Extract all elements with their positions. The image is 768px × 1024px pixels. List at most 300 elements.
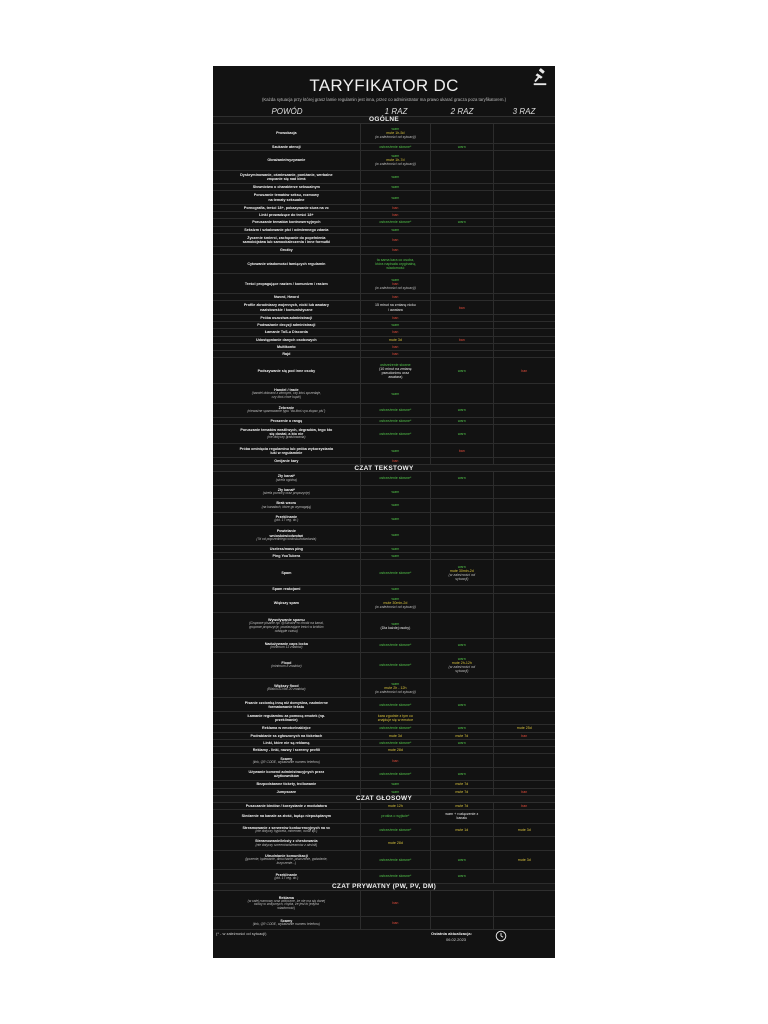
penalty-cell [360,184,430,190]
table-row [213,151,555,171]
penalty-cell [493,384,555,403]
penalty-cell [430,499,492,511]
reason-note: (jęczenie, kpiewanie, dmuchanie, piszczenie, gwizdanie, krzyczenie...) [245,857,328,865]
reason-name: Rajd [282,352,291,357]
reason-name: Spam reakcjami [272,587,301,592]
reason-name: Pornografia, treści 18+, pokazywanie siura na vc [243,205,329,210]
penalty-cell [493,781,555,787]
table-row [213,733,555,740]
penalty-line: ostrzeżenie słowne* [379,418,412,423]
penalty-line: (Dla każdej osoby) [380,625,411,630]
penalty-line: warn [391,782,400,787]
reason-cell [213,781,360,787]
reason-name: Prowokacja [276,131,297,136]
penalty-line: mute 25d [516,726,532,731]
reason-cell [213,144,360,150]
penalty-line: kanału [456,816,468,821]
reason-name: Cytowanie wiadomości łamiących regulamin [247,261,326,266]
penalty-cell [493,803,555,809]
section-title: CZAT TEKSTOWY [213,465,555,472]
penalty-line: warn [391,681,400,686]
penalty-line: warn [391,448,400,453]
reason-note: (minimum 13 znaków) [270,644,303,649]
reason-cell [213,322,360,328]
penalty-cell [430,754,492,766]
penalty-cell [493,698,555,710]
penalty-cell [430,458,492,464]
reason-cell [213,234,360,246]
reason-name: Łamanie regulaminu za pomocą emotek (np. przeklinanie) [247,714,326,723]
penalty-cell [430,613,492,638]
table-row [213,315,555,322]
penalty-cell [430,337,492,343]
penalty-cell [360,803,430,809]
penalty-cell [430,824,492,836]
penalty-line: która napisała oryginalną [375,261,416,266]
reason-note: (na kanałach, które go wymagają) [261,504,312,509]
reason-name: Obrażanie/wyzywanie [267,158,306,163]
reason-name: Profile zbrodniarzy wojennych, nicki lub awatary nazistowskie / komunistyczne [243,303,329,312]
reason-name: Zły kanał* [277,474,295,479]
reason-name: Brak wzoru [276,501,297,506]
penalty-cell [360,458,430,464]
penalty-cell [493,810,555,822]
reason-note: (handel dobrami z zimnymi, czy ktoś sprzedaje, czy ktoś chce kupić) [251,391,321,399]
penalty-line: warn + rozłączenie z [445,812,479,817]
reason-note: (7d od poprzedniego wniosku/odwołania) [256,536,317,541]
penalty-cell [360,227,430,233]
reason-cell [213,329,360,335]
penalty-cell [493,851,555,870]
gavel-icon [531,68,549,86]
reason-name: Próba oszustwa administracji [260,315,313,320]
reason-note: (strefa pomocy oraz propozycje) [262,491,310,496]
penalty-cell [493,255,555,274]
reason-cell [213,255,360,274]
penalty-cell [430,789,492,795]
penalty-cell [360,344,430,350]
penalty-cell [430,725,492,731]
table-row [213,513,555,526]
reason-note: (nie dotyczy screenów/streamów z airshili) [255,842,318,847]
penalty-cell [360,870,430,882]
penalty-cell [430,212,492,218]
reason-note: (Grupowe pisanie np. @SilvaInPro chodź na kanał, grupowe propozycje, powtarzające treści w krótkim odstępie czasu) [249,621,324,633]
reason-name: Linki, które nie są reklamą [263,740,310,745]
penalty-cell [430,315,492,321]
reason-name: Szukanie atencji [272,144,301,149]
table-row [213,917,555,930]
table-row [213,781,555,788]
table-row [213,144,555,151]
penalty-cell [360,725,430,731]
reason-note: (pkt. 17 reg. dc.) [274,875,299,880]
reason-name: Podszywanie się pod inne osoby [257,368,316,373]
penalty-cell [493,740,555,746]
penalty-line: warn [457,564,466,569]
penalty-cell [360,824,430,836]
reason-cell [213,227,360,233]
table-row [213,425,555,445]
reason-name: Pisanie czcionką inną niż domyślna, nadmierne formatowanie tekstu [244,700,328,709]
reason-note: (strefa ogólna) [275,477,297,482]
penalty-cell [493,344,555,350]
penalty-line: warn [457,476,466,481]
table-row [213,191,555,204]
penalty-line: warn [457,702,466,707]
penalty-cell [360,384,430,403]
reason-cell [213,274,360,293]
reason-name: Spam [281,570,292,575]
reason-cell [213,639,360,651]
penalty-line: (10 minut na zmianę [379,366,412,371]
penalty-line: warn [391,227,400,232]
penalty-cell [493,586,555,592]
reason-note: (nieważne spamowanie typu "da ktoś vya złupsc pls") [247,409,326,414]
penalty-line: warn [391,489,400,494]
penalty-cell [493,486,555,498]
reason-name: Żebranie [278,406,295,411]
penalty-line: warn [457,432,466,437]
penalty-cell [493,171,555,183]
penalty-cell [360,418,430,424]
penalty-line: ban [392,238,399,243]
reason-cell [213,526,360,545]
reason-name: Przeklinanie [275,872,298,877]
table-row [213,329,555,336]
penalty-cell [360,205,430,211]
penalty-line: warn [391,185,400,190]
reason-name: Useless/mass ping [269,546,303,551]
penalty-line: ban [392,758,399,763]
reason-cell [213,151,360,170]
penalty-cell [493,212,555,218]
reason-cell [213,205,360,211]
reason-name: Jumpscare [276,789,297,794]
penalty-cell [430,768,492,780]
reason-name: Podważanie decyzji administracji [257,323,316,328]
penalty-cell [360,144,430,150]
table-row [213,472,555,485]
penalty-line: mute 3d [517,857,531,862]
reason-cell [213,679,360,698]
penalty-cell [493,824,555,836]
penalty-cell [360,472,430,484]
penalty-line: wiadomość [386,266,405,271]
penalty-line: pseudonimu oraz [381,370,410,375]
penalty-line: ban [458,305,465,310]
penalty-line: warn [391,789,400,794]
penalty-cell [493,526,555,545]
reason-cell [213,870,360,882]
reason-cell [213,553,360,559]
reason-cell [213,171,360,183]
penalty-line: sytuacji) [455,669,469,674]
penalty-cell [493,315,555,321]
penalty-cell [360,124,430,143]
penalty-line: (w zależności od sytuacji) [375,162,416,167]
penalty-cell [360,358,430,383]
reason-name: Flood [281,661,292,666]
penalty-line: ban [392,315,399,320]
reason-note: (nie dotyczy hypixela, minemen, runar itp.) [255,829,318,834]
penalty-cell [360,546,430,552]
penalty-cell [493,458,555,464]
table-row [213,212,555,219]
table-row [213,404,555,417]
reason-name: Reklamy - linki, nazwy i screeny profili [252,748,320,753]
penalty-line: mute 3d [388,733,402,738]
penalty-cell [360,274,430,293]
reason-cell [213,917,360,929]
table-row [213,679,555,699]
reason-note: (w całej rozmowy oraz widoczne, że nie ma się danej osoby w znajomych, chyba, że jest to jedyna wiadomość) [247,898,326,911]
table-row [213,824,555,837]
penalty-cell [493,553,555,559]
penalty-cell [360,212,430,218]
penalty-cell [493,837,555,849]
penalty-cell [430,698,492,710]
penalty-cell [360,781,430,787]
penalty-cell [493,329,555,335]
reason-cell [213,754,360,766]
reason-cell [213,301,360,313]
penalty-cell [493,191,555,203]
document-footer [213,930,555,958]
table-row [213,546,555,553]
table-row [213,234,555,247]
reason-cell [213,418,360,424]
penalty-line: warn [457,874,466,879]
reason-cell [213,594,360,613]
column-header-second: 2 RAZ [450,106,474,116]
penalty-line: warn [457,368,466,373]
reason-name: Reklama w emotce/naklejce [262,726,311,731]
reason-cell [213,384,360,403]
penalty-cell [360,553,430,559]
penalty-cell [430,124,492,143]
penalty-cell [493,747,555,753]
table-row [213,255,555,275]
footnote: (* - w zależności od sytuacji) [216,931,267,936]
penalty-line: warn [457,772,466,777]
reason-cell [213,733,360,739]
table-row [213,747,555,754]
table-row [213,870,555,883]
penalty-cell [493,444,555,456]
penalty-line: ban [392,213,399,218]
reason-name: Życzenie śmierci, zachęcanie do popełnienia samobójstwa lub samookaleczenia i inne formułki [242,235,331,245]
reason-name: Wywoływanie spamu [267,618,305,623]
penalty-cell [430,851,492,870]
table-row [213,294,555,301]
reason-cell [213,824,360,836]
penalty-cell [493,679,555,698]
reason-name: Linki prowadzące do treści 18+ [259,213,314,218]
penalty-cell [430,171,492,183]
penalty-cell [493,917,555,929]
penalty-cell [430,781,492,787]
penalty-cell [360,219,430,225]
penalty-cell [493,789,555,795]
penalty-line: ban [392,330,399,335]
reason-cell [213,747,360,753]
penalty-cell [493,337,555,343]
penalty-line: ostrzeżenie słowne* [379,726,412,731]
penalty-cell [430,837,492,849]
reason-name: Większy flood [274,684,299,689]
penalty-line: mute 7d [455,789,469,794]
reason-note: (BlabXGCVbk 20 znaków) [267,687,306,692]
penalty-cell [360,301,430,313]
penalty-line: 15 minut na zmianę nicku [375,303,416,308]
reason-cell [213,247,360,253]
penalty-line: (w zależności od sytuacji) [375,604,416,609]
penalty-line: warn [457,144,466,149]
penalty-cell [360,560,430,585]
reason-name: Siedzenie na kanale za złość, będąc niepożądanym [241,814,332,819]
penalty-line: ostrzeżenie słowne* [379,408,412,413]
penalty-cell [493,351,555,357]
penalty-cell [430,234,492,246]
penalty-cell [360,740,430,746]
column-header-third: 3 RAZ [512,106,536,116]
table-row [213,337,555,344]
penalty-line: warn [457,857,466,862]
reason-name: Poruszanie tematów seksu, rozmowy na tematy seksualne [253,193,319,202]
table-row [213,594,555,614]
penalty-line: mute 12h [387,803,403,808]
penalty-cell [493,151,555,170]
penalty-cell [430,358,492,383]
penalty-line: warn [457,418,466,423]
reason-cell [213,740,360,746]
penalty-cell [430,344,492,350]
reason-name: Większy spam [273,600,299,605]
table-row [213,418,555,425]
penalty-cell [430,294,492,300]
penalty-cell [430,747,492,753]
table-row [213,219,555,226]
reason-note: (pkt. 17 reg. dc.) [274,518,299,523]
penalty-cell [360,754,430,766]
penalty-cell [493,594,555,613]
penalty-cell [430,594,492,613]
penalty-cell [430,712,492,724]
table-row [213,358,555,384]
penalty-line: ostrzeżenie słowne* [379,476,412,481]
penalty-cell [493,613,555,638]
penalty-cell [493,653,555,678]
penalty-line: ban [392,295,399,300]
penalty-line: / awatara [388,307,403,312]
penalty-line: ostrzeżenie słowne [380,362,411,367]
penalty-cell [360,733,430,739]
penalty-cell [360,351,430,357]
penalty-line: warn [391,154,400,159]
penalty-cell [360,337,430,343]
penalty-cell [493,124,555,143]
reason-cell [213,344,360,350]
penalty-cell [430,472,492,484]
penalty-line: warn [391,587,400,592]
reason-cell [213,851,360,870]
column-header-reason: POWÓD [271,106,303,116]
penalty-cell [493,294,555,300]
table-row [213,653,555,679]
penalty-cell [360,747,430,753]
reason-name: Podrabianie ss zgłoszonych na ticketach [250,733,323,738]
reason-name: Handel / trade [274,387,299,392]
reason-name: Proszenie o rangę [270,418,303,423]
reason-cell [213,191,360,203]
reason-cell [213,351,360,357]
penalty-cell [493,754,555,766]
table-row [213,740,555,747]
reason-cell [213,810,360,822]
table-row [213,698,555,711]
reason-cell [213,212,360,218]
penalty-line: mute 28d [387,748,403,753]
reason-cell [213,725,360,731]
penalty-cell [430,917,492,929]
penalty-line: mute 7d [455,782,469,787]
table-row [213,344,555,351]
penalty-line: mute 7d [455,803,469,808]
penalty-cell [430,810,492,822]
table-row [213,803,555,810]
penalty-line: warn [457,726,466,731]
table-row [213,725,555,732]
penalty-line: mute 30min-2d [449,568,474,573]
penalty-line: (w zależności od sytuacji) [375,690,416,695]
reason-cell [213,891,360,916]
penalty-line: sytuacji) [455,576,469,581]
penalty-cell [360,613,430,638]
penalty-cell [430,740,492,746]
reason-cell [213,219,360,225]
penalty-cell [430,274,492,293]
reason-name: Dyskryminowanie, ośmieszanie, poniżanie, werbalne znęcanie się nad kimś [240,172,333,181]
reason-name: Scamy [280,918,293,923]
penalty-line: ostrzeżenie słowne* [379,874,412,879]
penalty-line: ban [392,281,399,286]
penalty-line: warn [457,408,466,413]
header-note: (Każda sytuacja przy której grasz lamie regulamin jest inna, przez co administrator ma prawo ukarać gracza poza taryfikatorem.) [261,97,507,102]
reason-cell [213,425,360,444]
penalty-line: ban [392,901,399,906]
table-row [213,301,555,314]
penalty-cell [493,768,555,780]
table-row [213,274,555,294]
penalty-line: ostrzeżenie słowne* [379,220,412,225]
penalty-cell [430,191,492,203]
penalty-line: ban [521,368,528,373]
penalty-cell [360,499,430,511]
reason-cell [213,294,360,300]
penalty-cell [430,733,492,739]
penalty-cell [360,810,430,822]
penalty-line: ostrzeżenie słowne* [379,570,412,575]
penalty-cell [360,768,430,780]
reason-name: Ping YouTubera [272,554,301,559]
reason-cell [213,768,360,780]
penalty-line: warn [391,546,400,551]
penalty-cell [360,255,430,274]
penalty-cell [430,653,492,678]
penalty-cell [430,329,492,335]
table-row [213,351,555,358]
